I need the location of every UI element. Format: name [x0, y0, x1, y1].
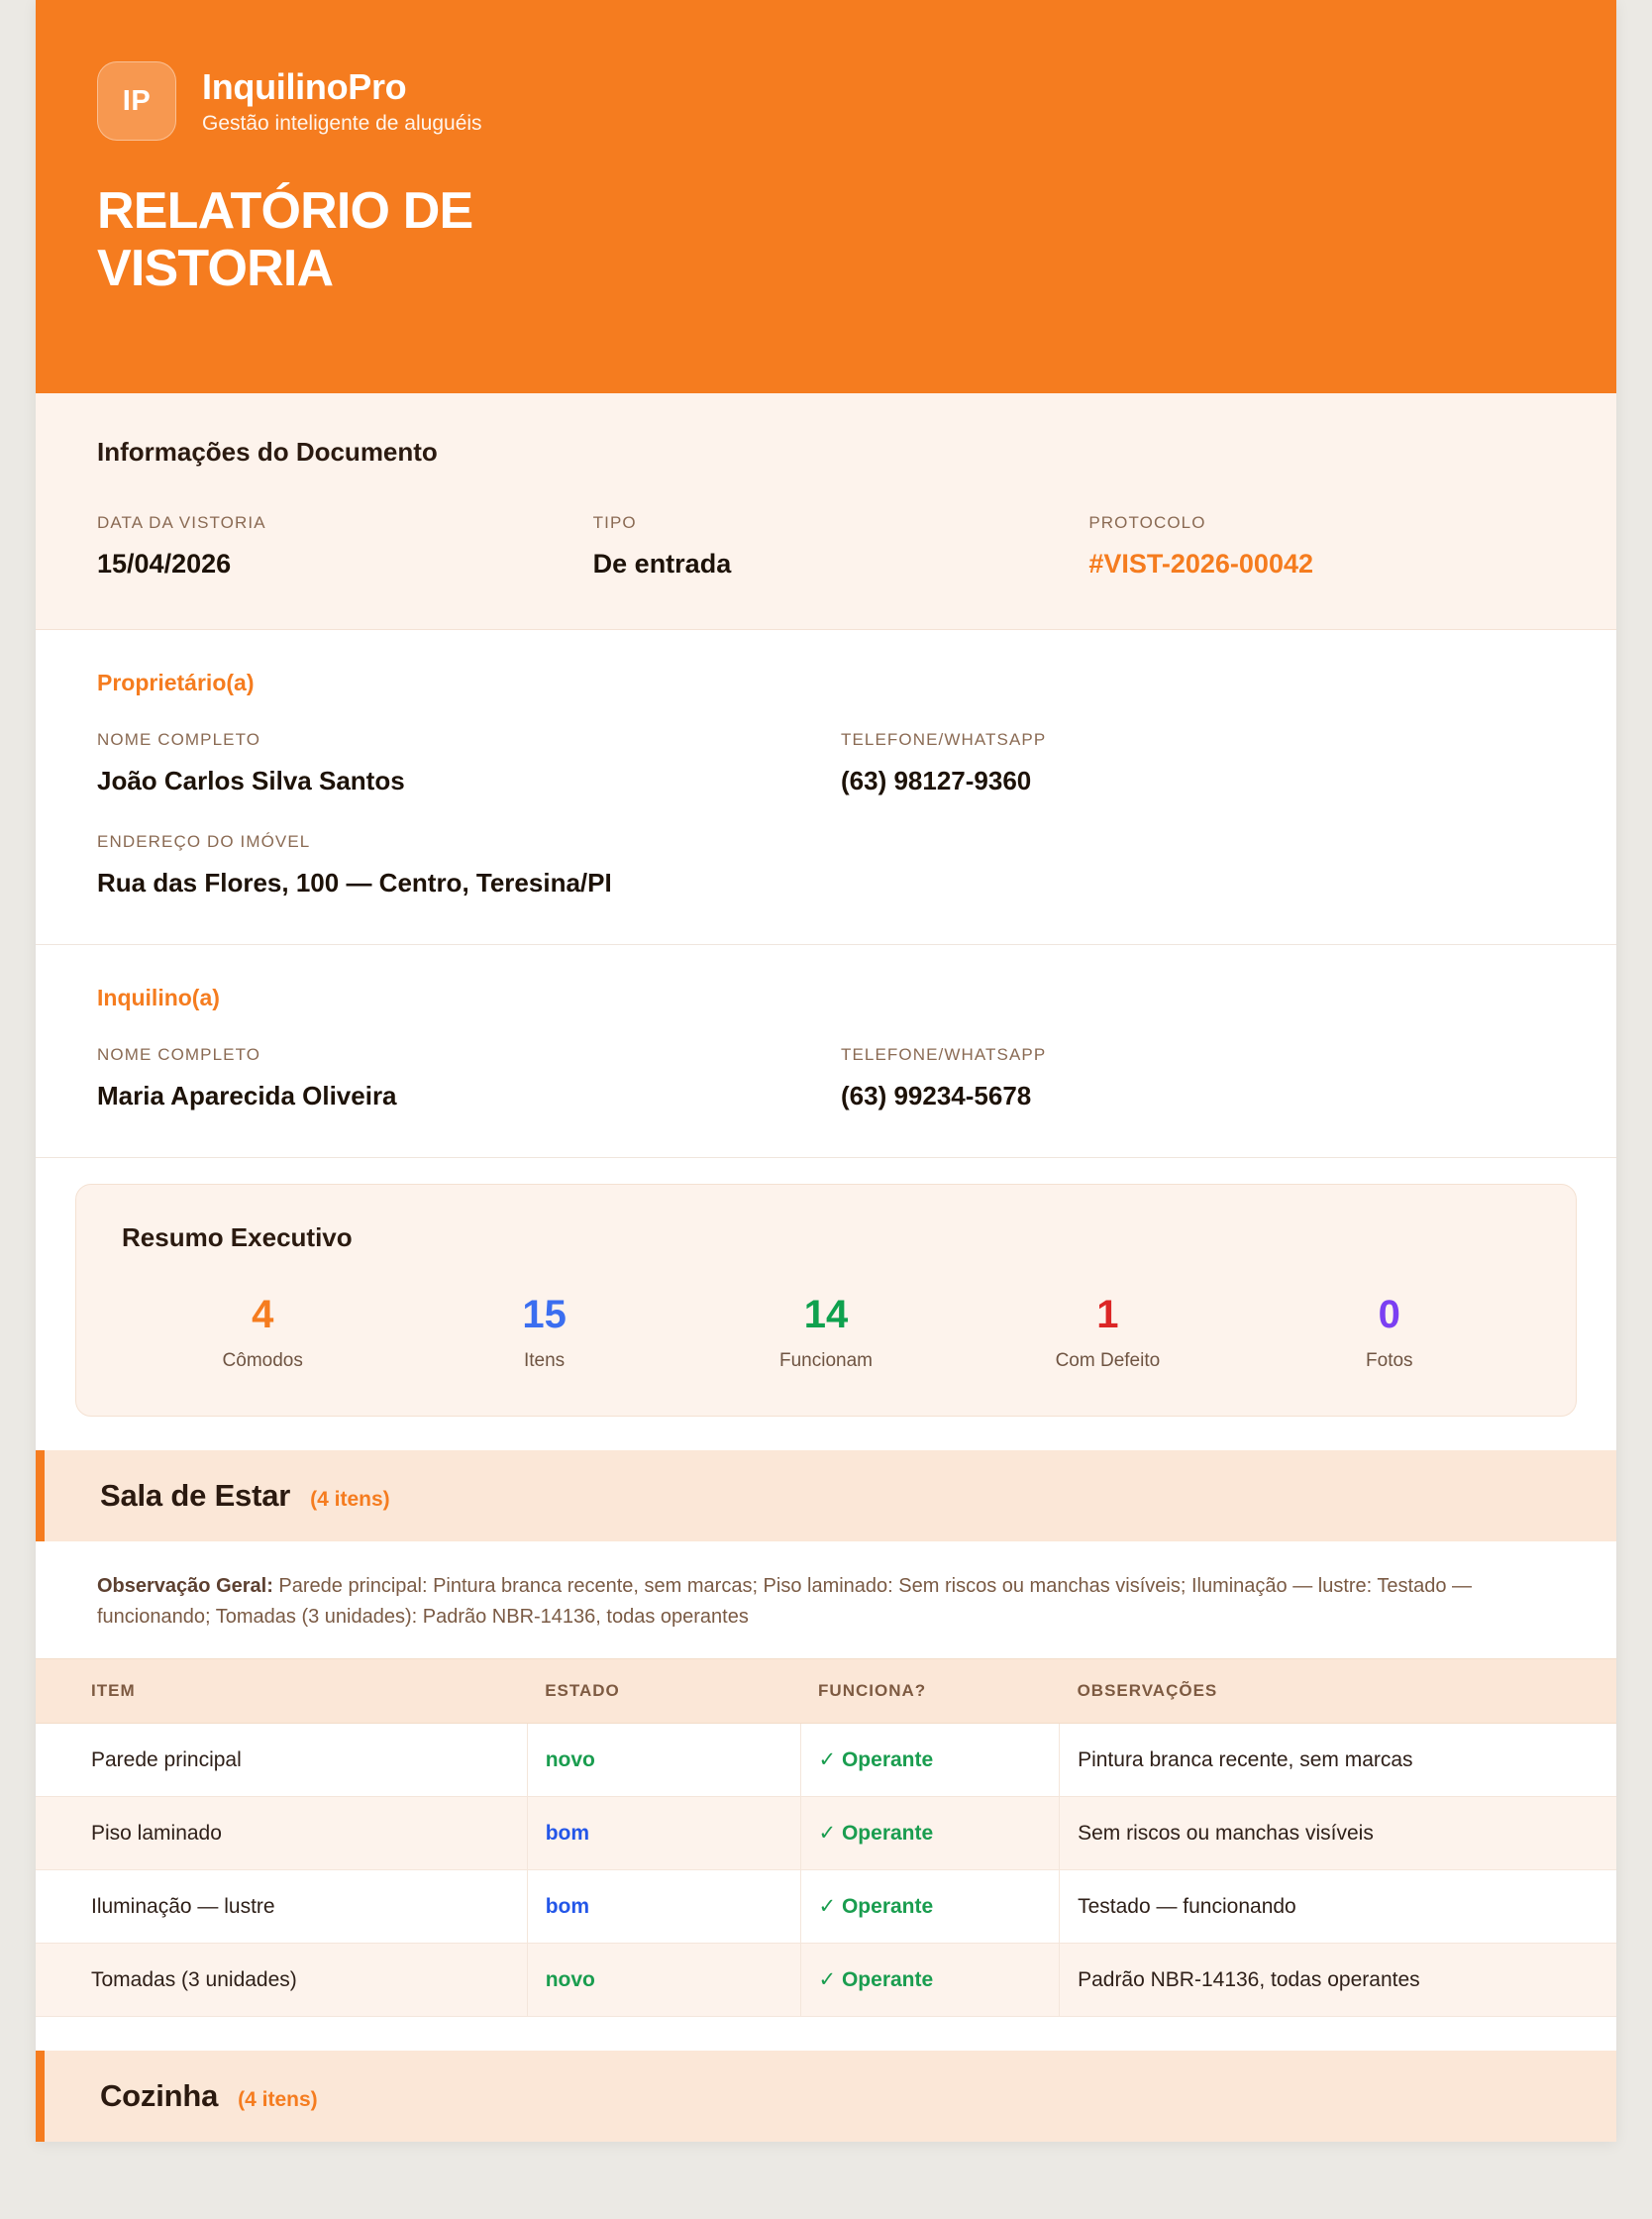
- summary-stat: [967, 1295, 1248, 1372]
- owner-section-title: Proprietário(a): [97, 670, 255, 696]
- room-section: [36, 1450, 1616, 2017]
- room-general-note-label: Observação Geral:: [97, 1575, 273, 1598]
- summary-stat-value: 1: [1096, 1293, 1119, 1337]
- table-row: [36, 1797, 1616, 1870]
- summary-stat-label: Itens: [523, 1350, 566, 1372]
- document-info-grid: [97, 513, 1555, 580]
- brand-row: [97, 61, 1555, 141]
- status-badge: ✓ Operante: [818, 1968, 934, 1992]
- cell-item-state: [527, 1724, 800, 1797]
- cell-item-name: Tomadas (3 unidades): [36, 1944, 527, 2017]
- field-inspection-type: [593, 513, 1060, 580]
- document-info-section: [36, 393, 1616, 630]
- summary-stat: [685, 1295, 967, 1372]
- tenant-phone-field: [841, 1045, 1555, 1111]
- room-section: [36, 2051, 1616, 2142]
- owner-phone-field: [841, 730, 1555, 796]
- brand-tagline: Gestão inteligente de aluguéis: [202, 112, 482, 136]
- cell-item-observations: Testado — funcionando: [1060, 1870, 1616, 1944]
- tenant-phone-label: TELEFONE/WHATSAPP: [841, 1045, 1047, 1065]
- cell-item-state: [527, 1944, 800, 2017]
- room-name: Cozinha: [100, 2078, 219, 2114]
- table-header-estado: ESTADO: [527, 1659, 800, 1724]
- status-badge: ✓ Operante: [818, 1895, 934, 1919]
- state-badge: novo: [545, 1747, 595, 1771]
- owner-name-label: NOME COMPLETO: [97, 730, 261, 750]
- cell-item-name: Piso laminado: [36, 1797, 527, 1870]
- owner-name-value: João Carlos Silva Santos: [97, 766, 405, 796]
- summary-stat-label: Cômodos: [222, 1350, 303, 1372]
- executive-summary-card: [75, 1184, 1577, 1417]
- tenant-phone-value: (63) 99234-5678: [841, 1081, 1032, 1111]
- summary-stat: [403, 1295, 684, 1372]
- status-badge: ✓ Operante: [818, 1748, 934, 1772]
- cell-item-observations: Sem riscos ou manchas visíveis: [1060, 1797, 1616, 1870]
- summary-stats: [122, 1295, 1530, 1372]
- owner-name-field: [97, 730, 811, 796]
- room-item-count: (4 itens): [238, 2088, 318, 2112]
- field-label-type: TIPO: [592, 513, 637, 533]
- state-badge: bom: [545, 1821, 590, 1845]
- room-items-table: [36, 1658, 1616, 2017]
- field-protocol: [1088, 513, 1555, 580]
- tenant-name-field: [97, 1045, 811, 1111]
- cell-item-name: Iluminação — lustre: [36, 1870, 527, 1944]
- table-header-row: [36, 1659, 1616, 1724]
- table-header-observacoes: OBSERVAÇÕES: [1060, 1659, 1616, 1724]
- page-title: RELATÓRIO DE VISTORIA: [97, 182, 473, 298]
- property-address-field: [97, 832, 1555, 898]
- summary-stat-value: 15: [522, 1293, 567, 1337]
- summary-stat-label: Funcionam: [778, 1350, 873, 1372]
- brand-name: InquilinoPro: [202, 65, 407, 107]
- room-name: Sala de Estar: [100, 1478, 291, 1514]
- tenant-section: [36, 945, 1616, 1158]
- property-address-value: Rua das Flores, 100 — Centro, Teresina/PI: [97, 868, 612, 898]
- document-info-heading: Informações do Documento: [97, 437, 438, 468]
- owner-section: [36, 630, 1616, 945]
- field-inspection-date: [97, 513, 564, 580]
- state-badge: novo: [545, 1967, 595, 1991]
- owner-grid: [97, 730, 1555, 898]
- cell-item-state: [527, 1870, 800, 1944]
- rooms-container: [36, 1450, 1616, 2142]
- cell-item-observations: Padrão NBR-14136, todas operantes: [1060, 1944, 1616, 2017]
- owner-phone-value: (63) 98127-9360: [841, 766, 1032, 796]
- room-header: [36, 1450, 1616, 1541]
- field-label-protocol: PROTOCOLO: [1088, 513, 1206, 533]
- summary-stat-value: 14: [803, 1293, 849, 1337]
- cell-item-works: [800, 1870, 1060, 1944]
- cell-item-works: [800, 1724, 1060, 1797]
- summary-stat-value: 0: [1378, 1293, 1400, 1337]
- summary-stat: [1249, 1295, 1530, 1372]
- report-page: [36, 0, 1616, 2142]
- cell-item-state: [527, 1797, 800, 1870]
- status-badge: ✓ Operante: [818, 1822, 934, 1846]
- tenant-name-label: NOME COMPLETO: [97, 1045, 261, 1065]
- brand-logo-icon: IP: [97, 61, 176, 141]
- summary-stat-value: 4: [252, 1293, 274, 1337]
- table-header-item: ITEM: [36, 1659, 527, 1724]
- room-header: [36, 2051, 1616, 2142]
- document-header: [36, 0, 1616, 393]
- tenant-name-value: Maria Aparecida Oliveira: [97, 1081, 397, 1111]
- field-value-date: 15/04/2026: [97, 549, 232, 580]
- table-row: [36, 1870, 1616, 1944]
- executive-summary-heading: Resumo Executivo: [122, 1222, 353, 1253]
- room-general-note: [36, 1541, 1616, 1658]
- cell-item-works: [800, 1944, 1060, 2017]
- room-general-note-text: Parede principal: Pintura branca recente, sem marcas; Piso laminado: Sem riscos ou manchas visíveis; Iluminação — lustre: Testado — funcionando; Tomadas (3 unidades): Padrão NBR-14136, todas operantes: [97, 1575, 1473, 1629]
- tenant-section-title: Inquilino(a): [97, 985, 220, 1011]
- field-label-date: DATA DA VISTORIA: [97, 513, 266, 533]
- field-value-type: De entrada: [592, 549, 732, 580]
- room-item-count: (4 itens): [310, 1488, 390, 1512]
- table-row: [36, 1724, 1616, 1797]
- table-row: [36, 1944, 1616, 2017]
- table-header-funciona: FUNCIONA?: [800, 1659, 1060, 1724]
- summary-stat: [122, 1295, 403, 1372]
- brand-text: [202, 66, 482, 136]
- tenant-grid: [97, 1045, 1555, 1111]
- summary-stat-label: Com Defeito: [1055, 1350, 1161, 1372]
- property-address-label: ENDEREÇO DO IMÓVEL: [97, 832, 311, 852]
- state-badge: bom: [545, 1894, 590, 1918]
- field-value-protocol: #VIST-2026-00042: [1088, 549, 1313, 580]
- cell-item-observations: Pintura branca recente, sem marcas: [1060, 1724, 1616, 1797]
- summary-stat-label: Fotos: [1366, 1350, 1413, 1372]
- owner-phone-label: TELEFONE/WHATSAPP: [841, 730, 1047, 750]
- section-spacer: [36, 2017, 1616, 2051]
- cell-item-works: [800, 1797, 1060, 1870]
- executive-summary-wrapper: [36, 1158, 1616, 1450]
- cell-item-name: Parede principal: [36, 1724, 527, 1797]
